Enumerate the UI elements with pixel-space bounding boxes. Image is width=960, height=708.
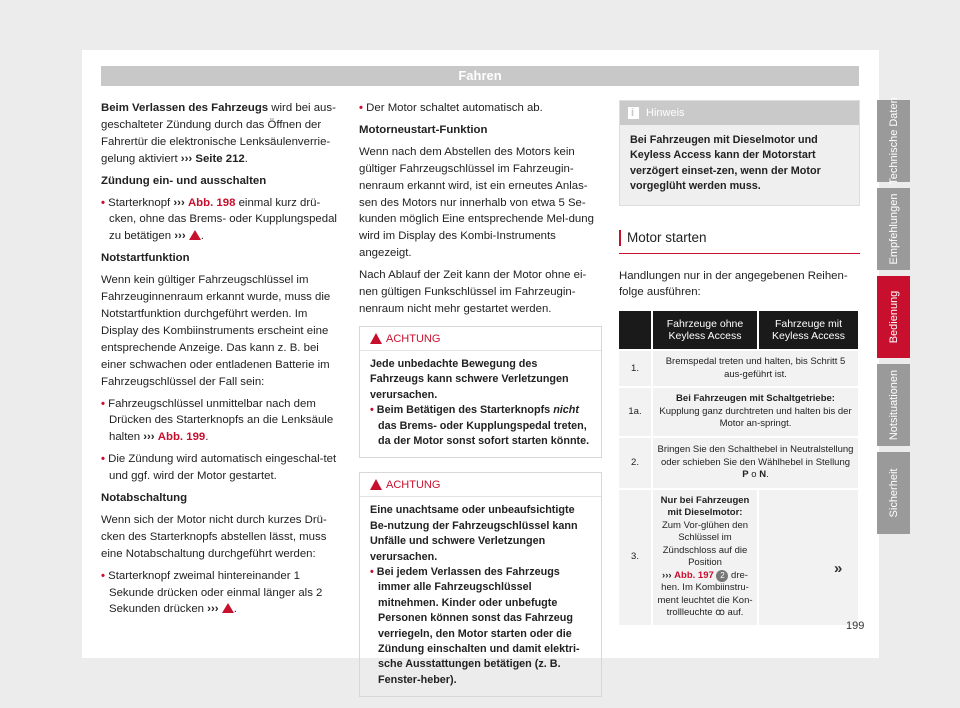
page-header: Fahren <box>101 66 859 86</box>
warning-icon <box>370 479 382 490</box>
page-number: 199 <box>846 620 865 632</box>
continued-marker: » <box>834 560 843 577</box>
warning-text: Jede unbedachte Bewegung des Fahrzeugs kann schwere Verletzungen verursachen. <box>370 357 569 401</box>
warning-title: ACHTUNG <box>386 332 441 345</box>
glow-plug-icon: ꝏ <box>715 607 725 619</box>
table-row: 2. Bringen Sie den Schalthebel in Neutralstellung oder schieben Sie den Wählhebel in Stellung P o N. <box>619 438 858 488</box>
link-seite-212[interactable]: Seite 212 <box>195 152 245 165</box>
table-row: 3. Nur bei Fahrzeugen mit Dieselmotor: Zum Vor-glühen den Schlüssel im Zündschloss auf die Position ››› Abb. 197 2 dre-hen. Im Kombiinstru-ment leuchtet die Kon-trollleuchte ꝏ auf. <box>619 490 858 625</box>
tab-notsituationen[interactable]: Notsituationen <box>877 364 910 446</box>
warning-title: ACHTUNG <box>386 479 441 492</box>
info-icon <box>628 107 639 119</box>
note-text: Bei Fahrzeugen mit Dieselmotor und Keyless Access kann der Motorstart verzögert einset-zen, wenn der Motor vorgeglüht werden muss. <box>630 134 821 193</box>
paragraph-notabschaltung: Wenn sich der Motor nicht durch kurzes Drü-cken des Starterknopfs abstellen lässt, muss eine Notabschaltung durchgeführt werden: <box>101 513 327 560</box>
note-title: Hinweis <box>646 107 685 119</box>
table-row: 1a. Bei Fahrzeugen mit Schaltgetriebe: Kupplung ganz durchtreten und halten bis der Motor an-springt. <box>619 388 858 436</box>
link-abb-197[interactable]: Abb. 197 <box>674 569 714 581</box>
heading-notstart: Notstartfunktion <box>101 252 190 265</box>
tab-sicherheit[interactable]: Sicherheit <box>877 452 910 534</box>
steps-table <box>617 309 860 627</box>
column-header: Fahrzeuge mit Keyless Access <box>759 311 858 349</box>
tab-empfehlungen[interactable]: Empfehlungen <box>877 188 910 270</box>
warning-text: Eine unachtsame oder unbeaufsichtigte Be-nutzung der Fahrzeugschlüssel kann Unfälle und schwere Verletzungen verursachen. <box>370 504 578 563</box>
heading-zuendung: Zündung ein- und ausschalten <box>101 174 267 187</box>
warning-bullet: • Beim Betätigen des Starterknopfs nicht das Brems- oder Kupplungspedal treten, da der Motor sonst sofort starten könnte. <box>370 404 590 447</box>
warning-box-1 <box>359 326 602 458</box>
warning-box-2 <box>359 472 602 697</box>
column-3 <box>619 100 860 627</box>
note-box <box>619 100 860 206</box>
column-2 <box>359 100 602 697</box>
table-header-row <box>619 311 858 349</box>
paragraph-leaving-vehicle: Beim Verlassen des Fahrzeugs wird bei aus-geschalteter Zündung durch das Öffnen der Fahrertür die elektronische Lenksäulenverrie-gelung aktiviert ››› Seite 212. <box>101 102 336 165</box>
warning-icon <box>222 603 234 613</box>
warning-icon <box>189 230 201 240</box>
column-1 <box>101 100 343 623</box>
paragraph-neustart-2: Nach Ablauf der Zeit kann der Motor ohne ei-nen gültigen Funkschlüssel im Fahrzeugin-nenraum nicht mehr gestartet werden. <box>359 269 587 315</box>
warning-icon <box>370 333 382 344</box>
number-badge: 2 <box>716 570 728 582</box>
tab-bedienung[interactable]: Bedienung <box>877 276 910 358</box>
link-abb-199[interactable]: Abb. 199 <box>157 431 206 444</box>
heading-notabschaltung: Notabschaltung <box>101 492 188 505</box>
warning-bullet: • Bei jedem Verlassen des Fahrzeugs immer alle Fahrzeugschlüssel mitnehmen. Kinder oder unbefugte Personen können sonst das Fahrzeug verriegeln, den Motor starten oder die Zündung einschalten und damit elektri-sche Ausstattungen betätigen (z. B. Fenster-heber). <box>370 565 580 686</box>
section-title: Motor starten <box>619 230 860 254</box>
list-item: • Starterknopf ››› Abb. 198 einmal kurz drü-cken, ohne das Brems- oder Kupplungspedal zu betätigen ››› . <box>101 196 337 243</box>
list-item: • Der Motor schaltet automatisch ab. <box>359 102 543 114</box>
list-item: • Starterknopf zweimal hintereinander 1 Sekunde drücken oder einmal länger als 2 Sekunden drücken ››› . <box>101 569 323 616</box>
side-tabs <box>877 97 910 540</box>
list-item: • Fahrzeugschlüssel unmittelbar nach dem Drücken des Starterknopfs an die Lenksäule halten ››› Abb. 199. <box>101 397 334 444</box>
column-header: Fahrzeuge ohne Keyless Access <box>653 311 757 349</box>
heading-motorneustart: Motorneustart-Funktion <box>359 123 488 136</box>
paragraph-notstart: Wenn kein gültiger Fahrzeugschlüssel im Fahrzeuginnenraum erkannt wurde, muss die Notstartfunktion durchgeführt werden. Im Display des Kombiinstruments erscheint eine entsprechende Anzeige. Das kann z. B. bei einer schwachen oder entladenen Batterie im Fahrzeugschlüssel der Fall sein: <box>101 274 331 388</box>
table-row: 1. Bremspedal treten und halten, bis Schritt 5 aus-geführt ist. <box>619 351 858 386</box>
intro-text: Handlungen nur in der angegebenen Reihen-folge ausführen: <box>619 269 848 299</box>
list-item: • Die Zündung wird automatisch eingeschal-tet und ggf. wird der Motor gestartet. <box>101 453 337 483</box>
link-abb-198[interactable]: Abb. 198 <box>187 196 236 209</box>
tab-technische-daten[interactable]: Technische Daten <box>877 100 910 182</box>
paragraph-neustart-1: Wenn nach dem Abstellen des Motors kein gültiger Fahrzeugschlüssel im Fahrzeugin-nenraum erkannt wird, ist ein erneutes Anlas-sen des Motors nur innerhalb von etwa 5 Se-kunden möglich Eine entsprechende Mel-dung wird im Display des Kombi-Instruments angezeigt. <box>359 145 594 260</box>
